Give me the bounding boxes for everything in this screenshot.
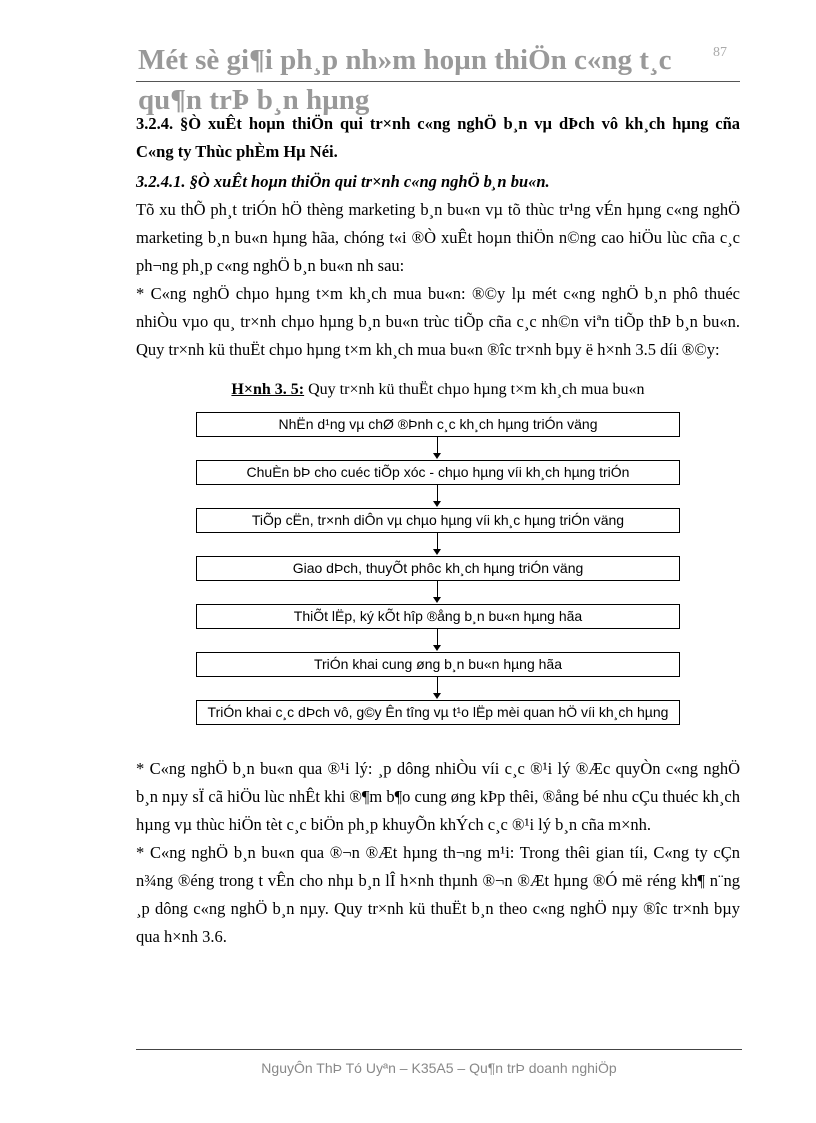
page-number: 87 [713, 45, 727, 60]
flow-step-6: TriÓn khai cung øng b¸n bu«n hµng hãa [196, 652, 680, 677]
figure-caption-text: Quy tr×nh kü thuËt chµo hµng t×m kh¸ch mua bu«n [304, 381, 645, 398]
header-divider [136, 81, 740, 82]
figure-caption [136, 376, 740, 404]
paragraph-chao-hang: * C«ng nghÖ chµo hµng t×m kh¸ch mua bu«n: ®©y lµ mét c«ng nghÖ b¸n phô thuéc nhiÒu vµo qu¸ tr×nh chµo hµng b¸n bu«n trùc tiÕp cña c¸c nh©n viªn tiÕp thÞ b¸n bu«n. Quy tr×nh kü thuËt chµo hµng t×m kh¸ch mua bu«n ®îc tr×nh bµy ë h×nh 3.5 díi ®©y: [136, 284, 740, 359]
page-footer: NguyÔn ThÞ Tó Uyªn – K35A5 – Qu¶n trÞ doanh nghiÖp [261, 1060, 617, 1076]
document-body [136, 110, 740, 951]
flow-arrow [136, 533, 740, 556]
subsection-heading: 3.2.4.1. §Ò xuÊt hoµn thiÖn qui tr×nh c«ng nghÖ b¸n bu«n. [136, 172, 550, 191]
flow-step-3: TiÕp cËn, tr×nh diÔn vµ chµo hµng víi kh¸c hµng triÓn väng [196, 508, 680, 533]
flow-arrow [136, 677, 740, 700]
flow-arrow [136, 485, 740, 508]
figure-label: H×nh 3. 5: [231, 381, 305, 398]
paragraph-don-dat-hang: * C«ng nghÖ b¸n bu«n qua ®¬n ®Æt hµng th¬ng m¹i: Trong thêi gian tíi, C«ng ty cÇn n¾ng ®éng trong t vÊn cho nhµ b¸n lÎ h×nh thµnh ®¬n ®Æt hµng ®Ó më réng kh¶ n¨ng ¸p dông c«ng nghÖ b¸n nµy. Quy tr×nh kü thuËt b¸n theo c«ng nghÖ nµy ®îc tr×nh bµy qua h×nh 3.6. [136, 843, 740, 946]
flow-step-5: ThiÕt lËp, ký kÕt hîp ®ång b¸n bu«n hµng hãa [196, 604, 680, 629]
flow-step-4: Giao dÞch, thuyÕt phôc kh¸ch hµng triÓn väng [196, 556, 680, 581]
page-header-title: Mét sè gi¶i ph¸p nh»m hoµn thiÖn c«ng t¸c qu¶n trÞ b¸n hµng [138, 44, 672, 116]
flow-arrow [136, 629, 740, 652]
intro-paragraph: Tõ xu thÕ ph¸t triÓn hÖ thèng marketing b¸n bu«n vµ tõ thùc tr¹ng vÉn hµng c«ng nghÖ marketing b¸n bu«n hµng hãa, chóng t«i ®Ò xuÊt hoµn thiÖn n©ng cao hiÖu lùc cña c¸c ph¬ng ph¸p c«ng nghÖ b¸n bu«n nh sau: [136, 200, 740, 275]
process-flowchart [136, 412, 740, 725]
paragraph-dai-ly: * C«ng nghÖ b¸n bu«n qua ®¹i lý: ¸p dông nhiÒu víi c¸c ®¹i lý ®Æc quyÒn c«ng nghÖ b¸n nµy sÏ cã hiÖu lùc nhÊt khi ®¶m b¶o cung øng kÞp thêi, ®ång bé nhu cÇu thuéc kh¸ch hµng vµ thùc hiÖn tèt c¸c biÖn ph¸p khuyÕn khÝch c¸c ®¹i lý b¸n cña m×nh. [136, 759, 740, 834]
flow-arrow [136, 437, 740, 460]
section-heading: 3.2.4. §Ò xuÊt hoµn thiÖn qui tr×nh c«ng nghÖ b¸n vµ dÞch vô kh¸ch hµng cña C«ng ty Thùc phÈm Hµ Néi. [136, 114, 740, 161]
flow-step-1: NhËn d¹ng vµ chØ ®Þnh c¸c kh¸ch hµng triÓn väng [196, 412, 680, 437]
flow-arrow [136, 581, 740, 604]
flow-step-2: ChuÈn bÞ cho cuéc tiÕp xóc - chµo hµng víi kh¸ch hµng triÓn [196, 460, 680, 485]
footer-divider [136, 1049, 742, 1050]
flow-step-7: TriÓn khai c¸c dÞch vô, g©y Ên tîng vµ t¹o lËp mèi quan hÖ víi kh¸ch hµng [196, 700, 680, 725]
